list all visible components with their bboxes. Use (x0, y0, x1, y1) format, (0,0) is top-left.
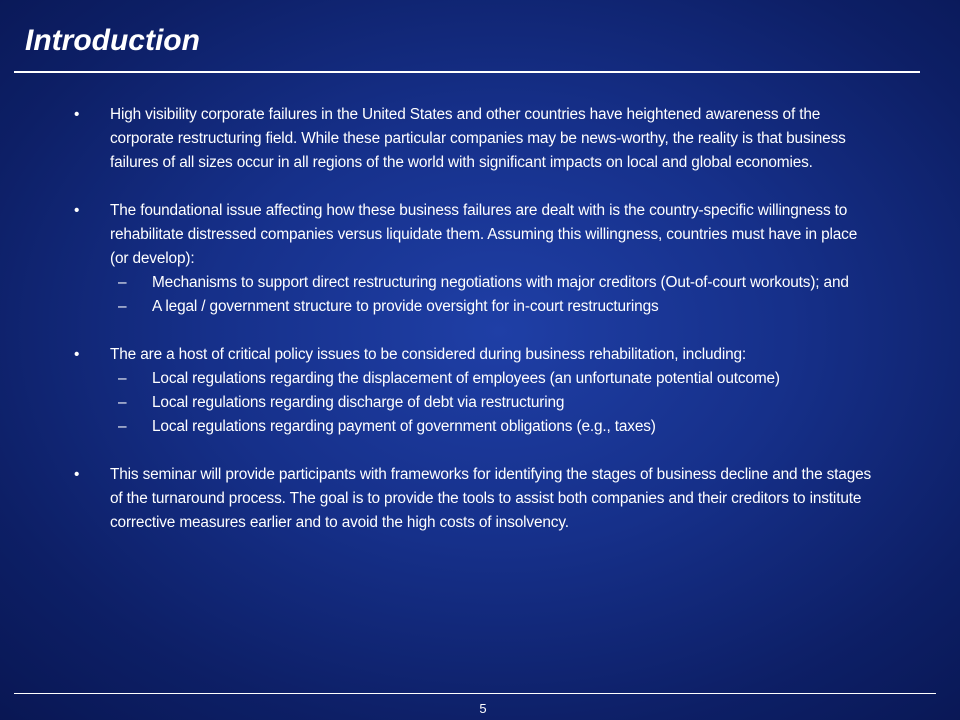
page-number: 5 (479, 701, 487, 716)
sub-bullet-item (110, 271, 872, 295)
sub-bullet-list (110, 271, 872, 319)
footer-divider (14, 693, 936, 694)
bullet-item (72, 343, 872, 439)
bullet-dot-icon: • (74, 106, 80, 123)
bullet-text: The foundational issue affecting how these business failures are dealt with is the country-specific willingness to rehabilitate distressed companies versus liquidate them. Assuming this willingness, countries must have in place (or develop): (110, 202, 858, 267)
bullet-dot-icon: • (74, 466, 80, 483)
dash-icon: – (118, 394, 127, 411)
sub-bullet-text: Mechanisms to support direct restructuring negotiations with major creditors (Out-of-court workouts); and (152, 274, 849, 291)
dash-icon: – (118, 418, 127, 435)
sub-bullet-item (110, 295, 872, 319)
bullet-item (72, 463, 872, 535)
bullet-text: The are a host of critical policy issues to be considered during business rehabilitation, including: (110, 346, 747, 363)
bullet-item (72, 199, 872, 319)
slide-content (72, 103, 872, 535)
dash-icon: – (118, 274, 127, 291)
sub-bullet-text: Local regulations regarding discharge of debt via restructuring (152, 394, 565, 411)
dash-icon: – (118, 298, 127, 315)
slide-title: Introduction (25, 24, 200, 57)
sub-bullet-item (110, 391, 872, 415)
bullet-dot-icon: • (74, 346, 80, 363)
sub-bullet-text: Local regulations regarding payment of government obligations (e.g., taxes) (152, 418, 656, 435)
bullet-text: High visibility corporate failures in the United States and other countries have heightened awareness of the corporate restructuring field. While these particular companies may be news-worthy, the reality is that business failures of all sizes occur in all regions of the world with significant impacts on local and global economies. (110, 106, 846, 171)
bullet-item (72, 103, 872, 175)
sub-bullet-item (110, 367, 872, 391)
title-divider (14, 71, 920, 73)
dash-icon: – (118, 370, 127, 387)
bullet-text: This seminar will provide participants with frameworks for identifying the stages of business decline and the stages of the turnaround process. The goal is to provide the tools to assist both companies and their creditors to institute corrective measures earlier and to avoid the high costs of insolvency. (110, 466, 872, 531)
sub-bullet-text: A legal / government structure to provide oversight for in-court restructurings (152, 298, 659, 315)
sub-bullet-text: Local regulations regarding the displacement of employees (an unfortunate potential outcome) (152, 370, 780, 387)
bullet-dot-icon: • (74, 202, 80, 219)
sub-bullet-item (110, 415, 872, 439)
sub-bullet-list (110, 367, 872, 439)
